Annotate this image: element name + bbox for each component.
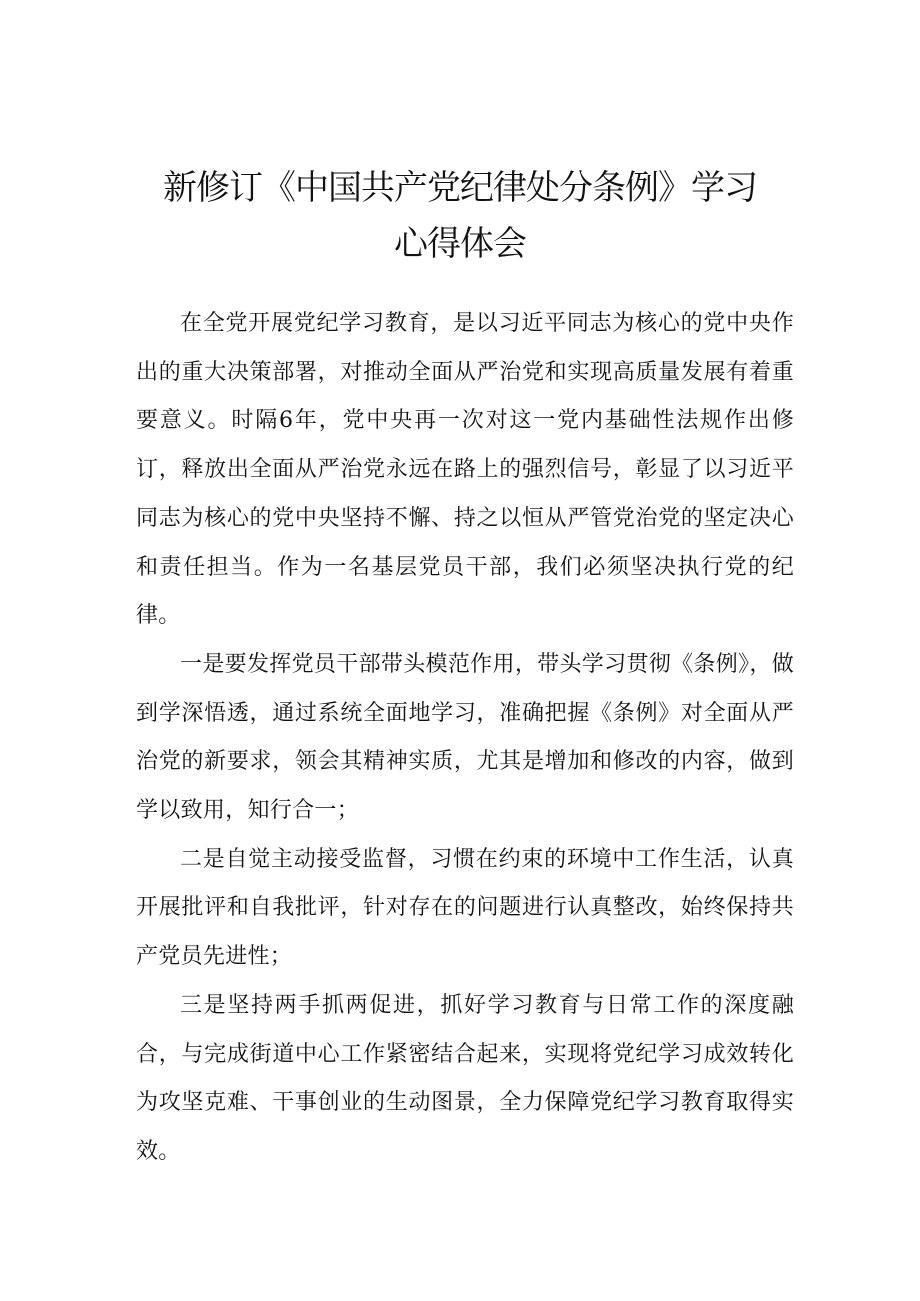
paragraph-point-1: 一是要发挥党员干部带头模范作用，带头学习贯彻《条例》，做到学深悟透，通过系统全面地学习，准确把握《条例》对全面从严治党的新要求，领会其精神实质，尤其是增加和修改的内容，做到学以致用，知行合一；: [136, 651, 794, 824]
paragraph-intro: 在全党开展党纪学习教育，是以习近平同志为核心的党中央作出的重大决策部署，对推动全面从严治党和实现高质量发展有着重要意义。时隔6年，党中央再一次对这一党内基础性法规作出修订，释放出全面从严治党永远在路上的强烈信号，彰显了以习近平同志为核心的党中央坚持不懈、持之以恒从严管党治党的坚定决心和责任担当。作为一名基层党员干部，我们必须坚决执行党的纪律。: [136, 311, 794, 629]
paragraph-point-3: 三是坚持两手抓两促进，抓好学习教育与日常工作的深度融合，与完成街道中心工作紧密结合起来，实现将党纪学习成效转化为攻坚克难、干事创业的生动图景，全力保障党纪学习教育取得实效。: [136, 992, 794, 1164]
paragraph-point-2: 二是自觉主动接受监督，习惯在约束的环境中工作生活，认真开展批评和自我批评，针对存在的问题进行认真整改，始终保持共产党员先进性；: [136, 846, 794, 970]
document-body: [136, 300, 794, 1177]
document-title: [110, 160, 810, 272]
title-line-2: 心得体会: [394, 224, 526, 264]
title-line-1: 新修订《中国共产党纪律处分条例》学习: [163, 168, 757, 208]
